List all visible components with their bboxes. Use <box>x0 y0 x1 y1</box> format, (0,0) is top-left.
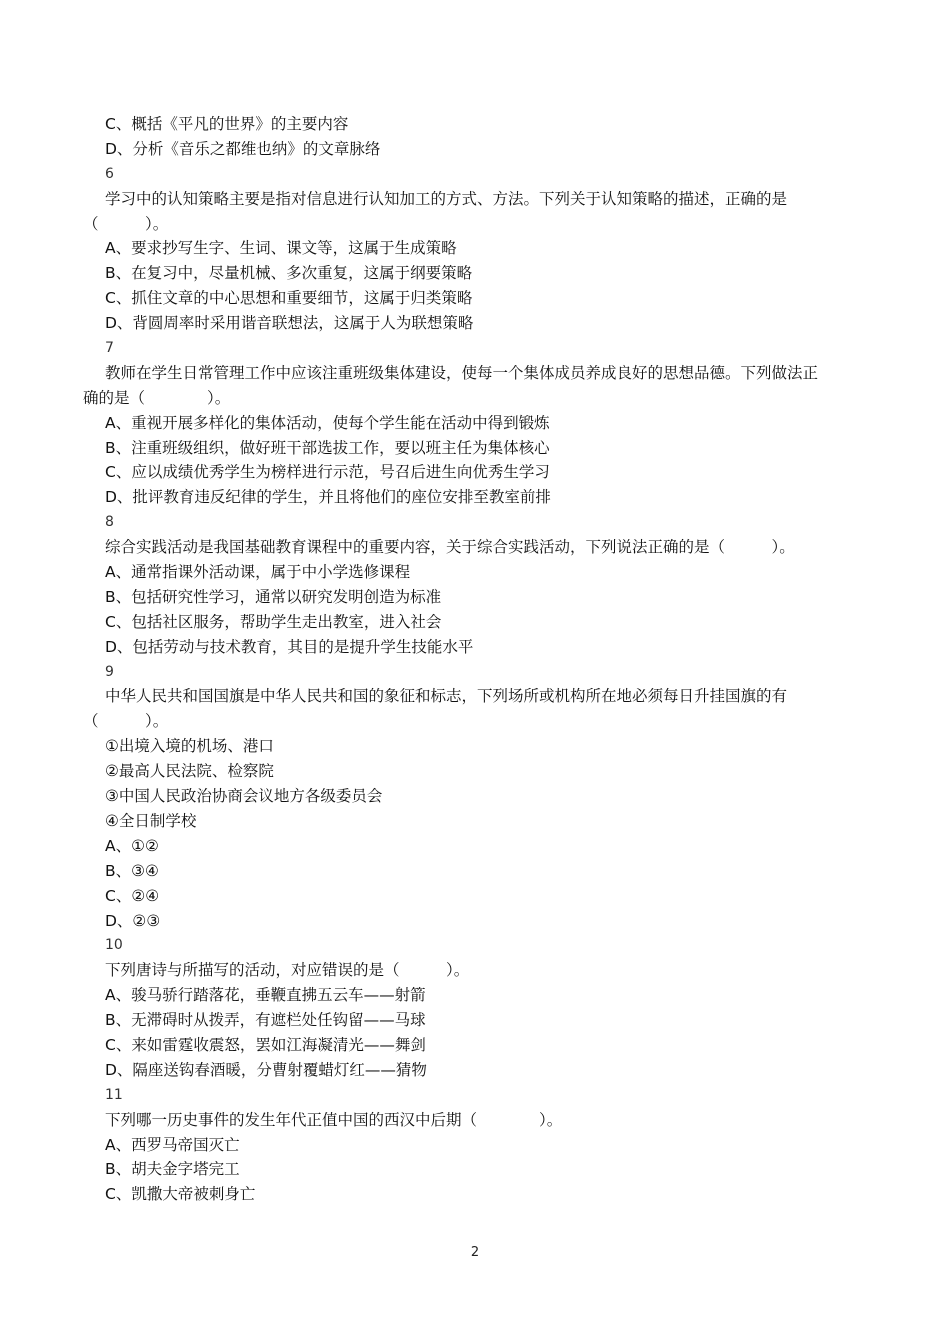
statement-item: ④全日制学校 <box>105 811 197 830</box>
option-c: C、应以成绩优秀学生为榜样进行示范，号召后进生向优秀生学习 <box>105 463 550 482</box>
option-a: A、要求抄写生字、生词、课文等，这属于生成策略 <box>105 239 457 258</box>
question-text: 学习中的认知策略主要是指对信息进行认知加工的方式、方法。下列关于认知策略的描述，正确的是 <box>105 189 788 208</box>
option-d: D、背圆周率时采用谐音联想法，这属于人为联想策略 <box>105 314 474 333</box>
option-b: B、在复习中，尽量机械、多次重复，这属于纲要策略 <box>105 264 473 283</box>
page-content <box>83 112 883 1207</box>
option-b: B、胡夫金字塔完工 <box>105 1160 240 1179</box>
page-number: 2 <box>470 1245 480 1260</box>
question-number: 10 <box>105 937 123 954</box>
option-b: B、注重班级组织，做好班干部选拔工作，要以班主任为集体核心 <box>105 438 550 457</box>
question-text-continued: （ ）。 <box>83 214 169 233</box>
option-c: C、②④ <box>105 886 160 905</box>
option-d: D、分析《音乐之都维也纳》的文章脉络 <box>105 139 381 158</box>
option-d: D、②③ <box>105 911 161 930</box>
question-text: 教师在学生日常管理工作中应该注重班级集体建设，使每一个集体成员养成良好的思想品德。下列做法正 <box>105 363 819 382</box>
question-number: 8 <box>105 514 114 531</box>
option-a: A、通常指课外活动课，属于中小学选修课程 <box>105 563 411 582</box>
question-number: 9 <box>105 663 114 680</box>
question-text: 下列哪一历史事件的发生年代正值中国的西汉中后期（ ）。 <box>105 1110 563 1129</box>
question-text: 下列唐诗与所描写的活动，对应错误的是（ ）。 <box>105 961 470 980</box>
question-text: 中华人民共和国国旗是中华人民共和国的象征和标志，下列场所或机构所在地必须每日升挂国旗的有 <box>105 687 788 706</box>
option-a: A、重视开展多样化的集体活动，使每个学生能在活动中得到锻炼 <box>105 413 550 432</box>
option-c: C、来如雷霆收震怒，罢如江海凝清光——舞剑 <box>105 1035 426 1054</box>
option-a: A、①② <box>105 836 159 855</box>
option-b: B、包括研究性学习，通常以研究发明创造为标准 <box>105 587 442 606</box>
statement-item: ②最高人民法院、检察院 <box>105 762 274 781</box>
option-d: D、批评教育违反纪律的学生，并且将他们的座位安排至教室前排 <box>105 488 551 507</box>
option-c: C、概括《平凡的世界》的主要内容 <box>105 115 349 133</box>
option-c: C、包括社区服务，帮助学生走出教室，进入社会 <box>105 612 442 631</box>
question-number: 7 <box>105 340 114 357</box>
question-text-continued: （ ）。 <box>83 712 169 731</box>
statement-item: ①出境入境的机场、港口 <box>105 737 274 756</box>
option-d: D、包括劳动与技术教育，其目的是提升学生技能水平 <box>105 637 474 656</box>
question-text-continued: 确的是（ ）。 <box>83 388 231 407</box>
question-text: 综合实践活动是我国基础教育课程中的重要内容，关于综合实践活动，下列说法正确的是（ ）。 <box>105 538 795 557</box>
option-a: A、西罗马帝国灭亡 <box>105 1135 240 1154</box>
option-d: D、隔座送钩春酒暖，分曹射覆蜡灯红——猜物 <box>105 1060 427 1079</box>
option-b: B、③④ <box>105 861 159 880</box>
option-b: B、无滞碍时从拨弄，有遮栏处任钩留——马球 <box>105 1011 426 1030</box>
statement-item: ③中国人民政治协商会议地方各级委员会 <box>105 787 383 806</box>
question-number: 11 <box>105 1086 123 1103</box>
option-c: C、抓住文章的中心思想和重要细节，这属于归类策略 <box>105 289 473 308</box>
question-number: 6 <box>105 165 114 182</box>
option-c: C、凯撒大帝被刺身亡 <box>105 1185 256 1204</box>
option-a: A、骏马骄行踏落花，垂鞭直拂五云车——射箭 <box>105 986 426 1005</box>
